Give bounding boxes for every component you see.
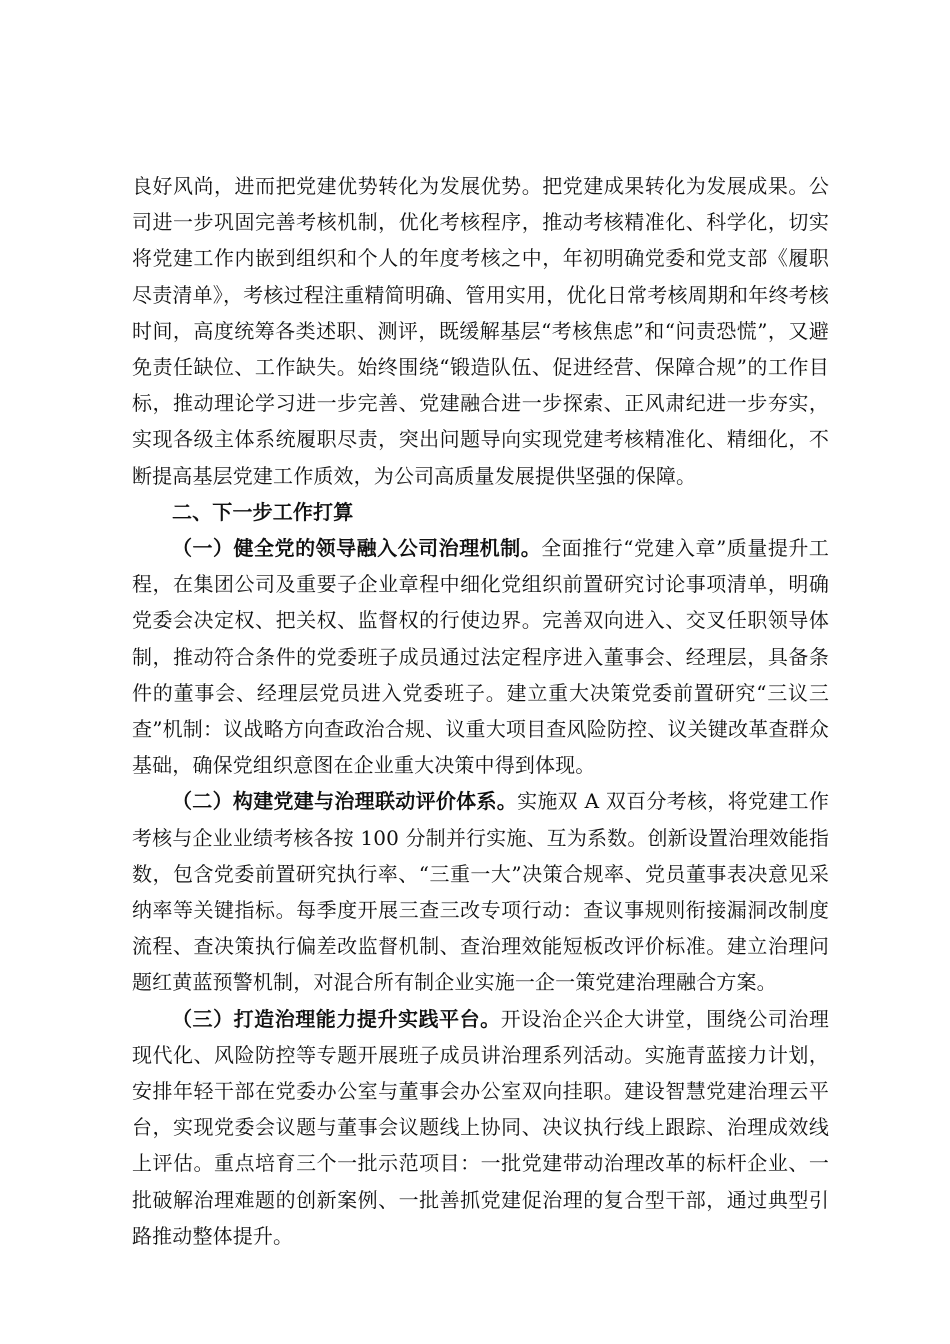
item-paragraph-1 [132, 530, 829, 783]
item-body-1: 全面推行“党建入章”质量提升工程，在集团公司及重要子企业章程中细化党组织前置研究讨论事项清单，明确党委会决定权、把关权、监督权的行使边界。完善双向进入、交叉任职领导体制，推动符合条件的党委班子成员通过法定程序进入董事会、经理层，具备条件的董事会、经理层党员进入党委班子。建立重大决策党委前置研究“三议三查”机制：议战略方向查政治合规、议重大项目查风险防控、议关键改革查群众基础，确保党组织意图在企业重大决策中得到体现。 [132, 536, 830, 778]
item-paragraph-3 [132, 1001, 829, 1254]
item-body-3: 开设治企兴企大讲堂，围绕公司治理现代化、风险防控等专题开展班子成员讲治理系列活动。实施青蓝接力计划，安排年轻干部在党委办公室与董事会办公室双向挂职。建设智慧党建治理云平台，实现党委会议题与董事会议题线上协同、决议执行线上跟踪、治理成效线上评估。重点培育三个一批示范项目：一批党建带动治理改革的标杆企业、一批破解治理难题的创新案例、一批善抓党建促治理的复合型干部，通过典型引路推动整体提升。 [132, 1006, 829, 1248]
item-body-2: 实施双 A 双百分考核，将党建工作考核与企业业绩考核各按 100 分制并行实施、互为系数。创新设置治理效能指数，包含党委前置研究执行率、“三重一大”决策合规率、党员董事表决意见采纳率等关键指标。每季度开展三查三改专项行动：查议事规则衔接漏洞改制度流程、查决策执行偏差改监督机制、查治理效能短板改评价标准。建立治理问题红黄蓝预警机制，对混合所有制企业实施一企一策党建治理融合方案。 [132, 789, 829, 995]
item-title-2: （二）构建党建与治理联动评价体系。 [172, 789, 518, 814]
item-title-1: （一）健全党的领导融入公司治理机制。 [172, 536, 542, 561]
document-page [132, 168, 829, 1254]
item-title-3: （三）打造治理能力提升实践平台。 [172, 1006, 501, 1031]
continuation-paragraph: 良好风尚，进而把党建优势转化为发展优势。把党建成果转化为发展成果。公司进一步巩固完善考核机制，优化考核程序，推动考核精准化、科学化，切实将党建工作内嵌到组织和个人的年度考核之中，年初明确党委和党支部《履职尽责清单》，考核过程注重精简明确、管用实用，优化日常考核周期和年终考核时间，高度统筹各类述职、测评，既缓解基层“考核焦虑”和“问责恐慌”，又避免责任缺位、工作缺失。始终围绕“锻造队伍、促进经营、保障合规”的工作目标，推动理论学习进一步完善、党建融合进一步探索、正风肃纪进一步夯实，实现各级主体系统履职尽责，突出问题导向实现党建考核精准化、精细化，不断提高基层党建工作质效，为公司高质量发展提供坚强的保障。 [132, 174, 829, 488]
item-paragraph-2 [132, 783, 829, 1000]
section-heading: 二、下一步工作打算 [172, 499, 354, 524]
